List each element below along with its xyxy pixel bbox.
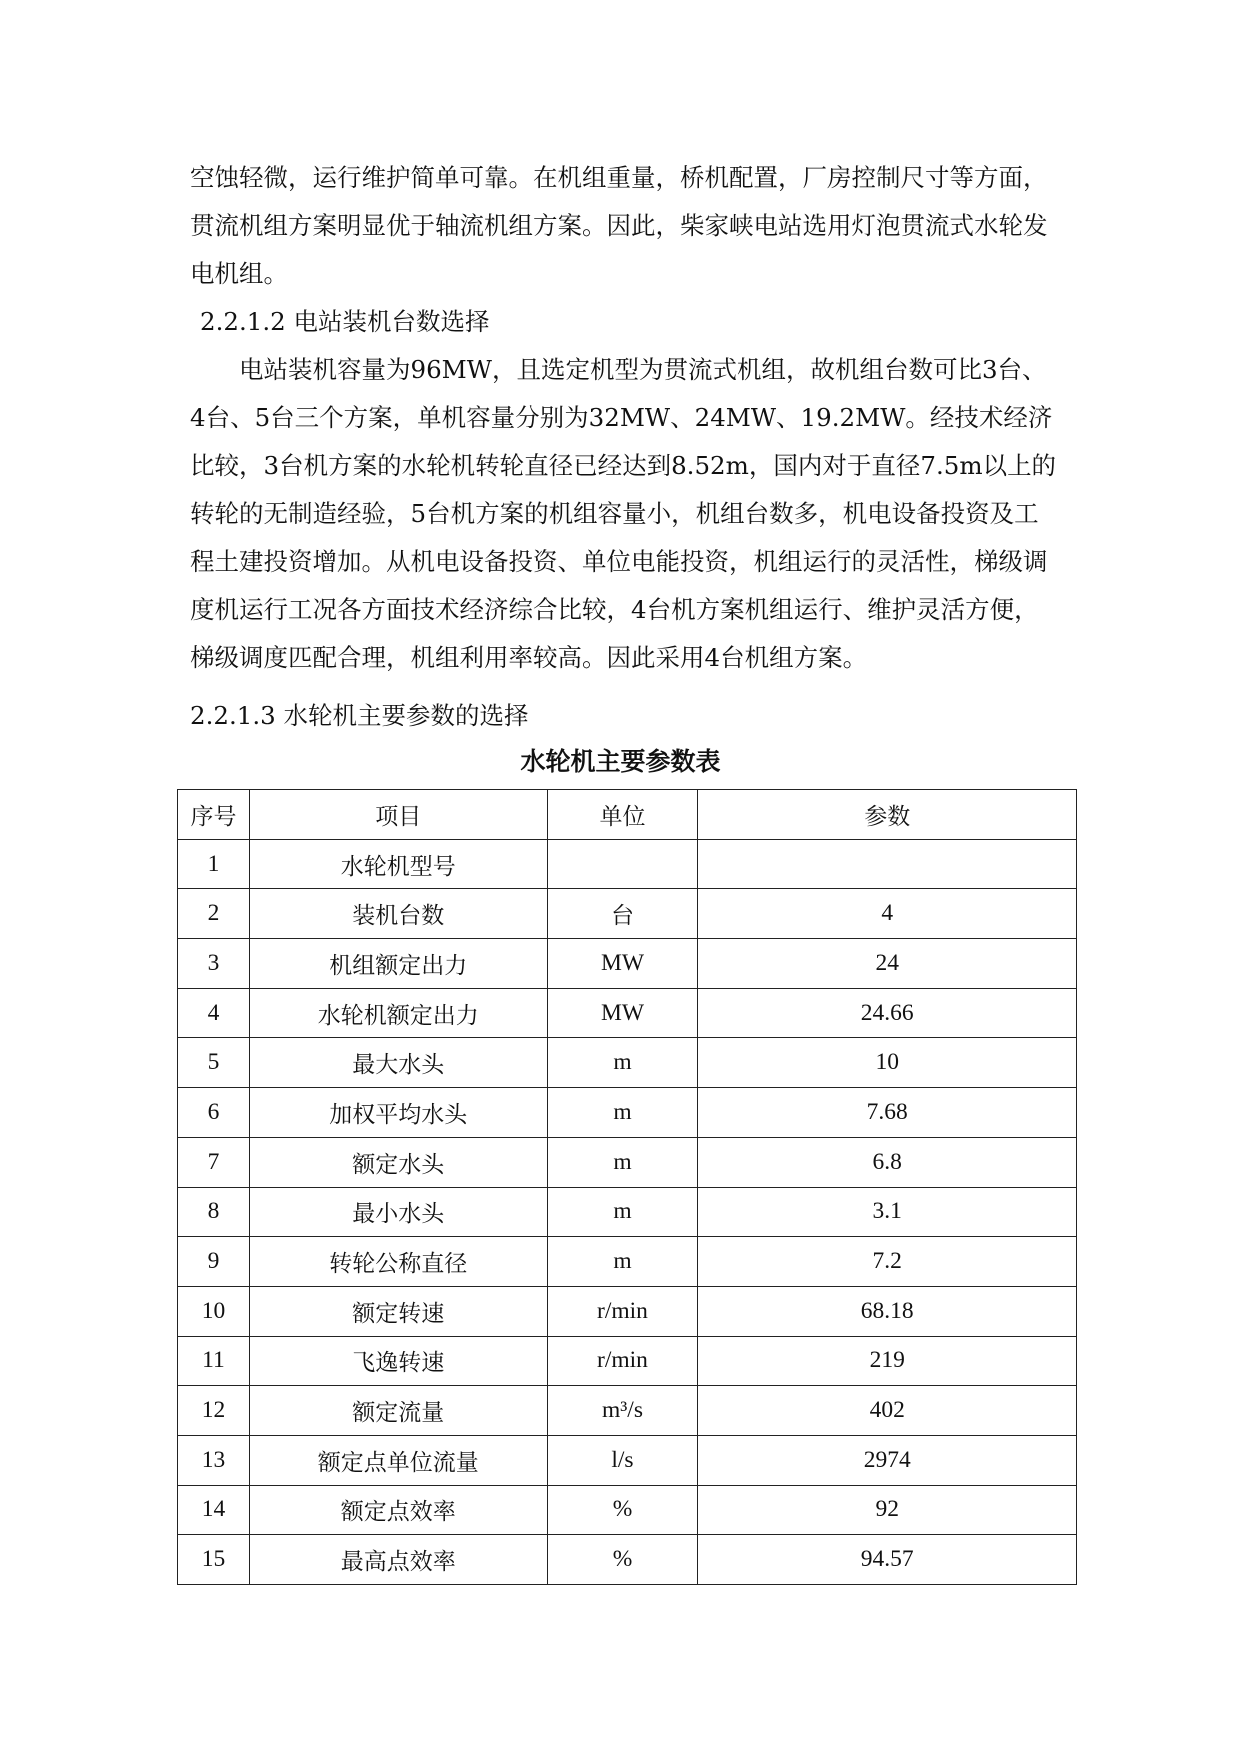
- cell-item: 水轮机额定出力: [249, 988, 547, 1038]
- cell-item: 额定点单位流量: [249, 1435, 547, 1485]
- cell-unit: m: [547, 1137, 698, 1187]
- header-item: 项目: [249, 790, 547, 840]
- cell-value: 7.68: [698, 1088, 1077, 1138]
- table-row: [178, 1535, 1077, 1585]
- table-row: [178, 1187, 1077, 1237]
- cell-value: 24.66: [698, 988, 1077, 1038]
- cell-value: [698, 839, 1077, 889]
- cell-no: 5: [178, 1038, 250, 1088]
- cell-value: 4: [698, 889, 1077, 939]
- cell-value: 94.57: [698, 1535, 1077, 1585]
- cell-unit: r/min: [547, 1336, 698, 1386]
- cell-item: 机组额定出力: [249, 939, 547, 989]
- cell-value: 3.1: [698, 1187, 1077, 1237]
- header-value: 参数: [698, 790, 1077, 840]
- cell-unit: m: [547, 1038, 698, 1088]
- table-body: [178, 839, 1077, 1584]
- cell-item: 额定转速: [249, 1286, 547, 1336]
- cell-unit: MW: [547, 988, 698, 1038]
- cell-item: 水轮机型号: [249, 839, 547, 889]
- cell-item: 最小水头: [249, 1187, 547, 1237]
- table-row: [178, 1088, 1077, 1138]
- cell-no: 12: [178, 1386, 250, 1436]
- cell-item: 飞逸转速: [249, 1336, 547, 1386]
- cell-no: 6: [178, 1088, 250, 1138]
- cell-item: 加权平均水头: [249, 1088, 547, 1138]
- table-row: [178, 939, 1077, 989]
- cell-unit: %: [547, 1535, 698, 1585]
- cell-no: 15: [178, 1535, 250, 1585]
- cell-value: 6.8: [698, 1137, 1077, 1187]
- table-row: [178, 1286, 1077, 1336]
- cell-no: 4: [178, 988, 250, 1038]
- section-heading-unit-count: 2.2.1.2 电站装机台数选择: [200, 307, 490, 336]
- cell-value: 219: [698, 1336, 1077, 1386]
- cell-no: 14: [178, 1485, 250, 1535]
- table-title: 水轮机主要参数表: [520, 747, 721, 776]
- cell-no: 11: [178, 1336, 250, 1386]
- cell-no: 10: [178, 1286, 250, 1336]
- cell-unit: l/s: [547, 1435, 698, 1485]
- section-heading-turbine-params: 2.2.1.3 水轮机主要参数的选择: [190, 701, 529, 730]
- header-no: 序号: [178, 790, 250, 840]
- cell-unit: 台: [547, 889, 698, 939]
- cell-unit: m: [547, 1187, 698, 1237]
- cell-unit: m³/s: [547, 1386, 698, 1436]
- cell-no: 1: [178, 839, 250, 889]
- cell-value: 92: [698, 1485, 1077, 1535]
- header-unit: 单位: [547, 790, 698, 840]
- cell-unit: %: [547, 1485, 698, 1535]
- table-row: [178, 1485, 1077, 1535]
- turbine-params-table: [177, 789, 1077, 1585]
- table-row: [178, 1137, 1077, 1187]
- cell-no: 7: [178, 1137, 250, 1187]
- cell-unit: [547, 839, 698, 889]
- cell-unit: MW: [547, 939, 698, 989]
- table-row: [178, 1336, 1077, 1386]
- cell-value: 10: [698, 1038, 1077, 1088]
- cell-no: 8: [178, 1187, 250, 1237]
- cell-no: 9: [178, 1237, 250, 1287]
- paragraph-unit-count: 电站装机容量为96MW，且选定机型为贯流式机组，故机组台数可比3台、4台、5台三个方案，单机容量分别为32MW、24MW、19.2MW。经技术经济比较，3台机方案的水轮机转轮直径已经达到8.52m，国内对于直径7.5m以上的转轮的无制造经验，5台机方案的机组容量小，机组台数多，机电设备投资及工程土建投资增加。从机电设备投资、单位电能投资，机组运行的灵活性，梯级调度机运行工况各方面技术经济综合比较，4台机方案机组运行、维护灵活方便，梯级调度匹配合理，机组利用率较高。因此采用4台机组方案。: [190, 355, 1057, 672]
- cell-item: 最高点效率: [249, 1535, 547, 1585]
- table-row: [178, 889, 1077, 939]
- table-row: [178, 1038, 1077, 1088]
- table-header-row: [178, 790, 1077, 840]
- cell-unit: m: [547, 1237, 698, 1287]
- cell-unit: r/min: [547, 1286, 698, 1336]
- cell-value: 68.18: [698, 1286, 1077, 1336]
- table-row: [178, 1237, 1077, 1287]
- cell-no: 2: [178, 889, 250, 939]
- cell-unit: m: [547, 1088, 698, 1138]
- cell-item: 额定点效率: [249, 1485, 547, 1535]
- cell-item: 额定水头: [249, 1137, 547, 1187]
- cell-value: 24: [698, 939, 1077, 989]
- cell-value: 402: [698, 1386, 1077, 1436]
- table-row: [178, 988, 1077, 1038]
- cell-no: 3: [178, 939, 250, 989]
- table-row: [178, 1435, 1077, 1485]
- paragraph-turbine-choice: 空蚀轻微，运行维护简单可靠。在机组重量，桥机配置，厂房控制尺寸等方面，贯流机组方案明显优于轴流机组方案。因此，柴家峡电站选用灯泡贯流式水轮发电机组。: [190, 163, 1048, 288]
- cell-value: 7.2: [698, 1237, 1077, 1287]
- cell-no: 13: [178, 1435, 250, 1485]
- cell-item: 额定流量: [249, 1386, 547, 1436]
- cell-value: 2974: [698, 1435, 1077, 1485]
- cell-item: 最大水头: [249, 1038, 547, 1088]
- cell-item: 装机台数: [249, 889, 547, 939]
- cell-item: 转轮公称直径: [249, 1237, 547, 1287]
- table-row: [178, 1386, 1077, 1436]
- table-row: [178, 839, 1077, 889]
